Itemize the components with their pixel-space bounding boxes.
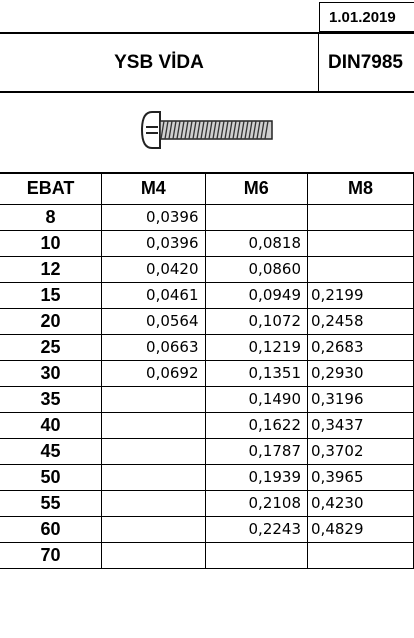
m4-cell: 0,0663 bbox=[102, 334, 205, 360]
m8-cell: 0,2930 bbox=[308, 360, 414, 386]
m4-cell: 0,0396 bbox=[102, 204, 205, 230]
m4-cell: 0,0461 bbox=[102, 282, 205, 308]
m8-cell: 0,3437 bbox=[308, 412, 414, 438]
m6-cell: 0,1490 bbox=[205, 386, 307, 412]
m6-cell: 0,0860 bbox=[205, 256, 307, 282]
m4-cell bbox=[102, 490, 205, 516]
column-header-m6: M6 bbox=[205, 174, 307, 204]
m6-cell: 0,0818 bbox=[205, 230, 307, 256]
size-cell: 60 bbox=[0, 516, 102, 542]
m8-cell: 0,3702 bbox=[308, 438, 414, 464]
product-title: YSB VİDA bbox=[0, 34, 319, 91]
m8-cell: 0,4230 bbox=[308, 490, 414, 516]
m6-cell: 0,1072 bbox=[205, 308, 307, 334]
m6-cell: 0,1787 bbox=[205, 438, 307, 464]
table-row bbox=[0, 490, 414, 516]
m4-cell: 0,0396 bbox=[102, 230, 205, 256]
m8-cell: 0,3965 bbox=[308, 464, 414, 490]
m8-cell bbox=[308, 256, 414, 282]
size-cell: 8 bbox=[0, 204, 102, 230]
m4-cell bbox=[102, 412, 205, 438]
m8-cell: 0,3196 bbox=[308, 386, 414, 412]
size-cell: 15 bbox=[0, 282, 102, 308]
column-header-ebat: EBAT bbox=[0, 174, 102, 204]
m4-cell bbox=[102, 542, 205, 568]
m6-cell: 0,1939 bbox=[205, 464, 307, 490]
size-cell: 70 bbox=[0, 542, 102, 568]
title-row bbox=[0, 32, 414, 93]
m4-cell: 0,0692 bbox=[102, 360, 205, 386]
table-row bbox=[0, 282, 414, 308]
size-cell: 20 bbox=[0, 308, 102, 334]
m6-cell: 0,0949 bbox=[205, 282, 307, 308]
header-row bbox=[0, 174, 414, 204]
size-cell: 35 bbox=[0, 386, 102, 412]
column-header-m4: M4 bbox=[102, 174, 205, 204]
m8-cell: 0,2683 bbox=[308, 334, 414, 360]
m6-cell: 0,1219 bbox=[205, 334, 307, 360]
size-weight-table bbox=[0, 174, 414, 569]
m6-cell bbox=[205, 204, 307, 230]
table-row bbox=[0, 308, 414, 334]
m6-cell: 0,1351 bbox=[205, 360, 307, 386]
table-row bbox=[0, 412, 414, 438]
m4-cell: 0,0564 bbox=[102, 308, 205, 334]
date-text: 1.01.2019 bbox=[329, 8, 396, 26]
size-cell: 55 bbox=[0, 490, 102, 516]
m6-cell: 0,2108 bbox=[205, 490, 307, 516]
size-cell: 30 bbox=[0, 360, 102, 386]
m4-cell bbox=[102, 438, 205, 464]
size-cell: 12 bbox=[0, 256, 102, 282]
table-row bbox=[0, 516, 414, 542]
m8-cell: 0,2199 bbox=[308, 282, 414, 308]
table-row bbox=[0, 256, 414, 282]
size-cell: 10 bbox=[0, 230, 102, 256]
screw-icon bbox=[138, 105, 276, 155]
date-cell bbox=[319, 2, 414, 32]
standard-code: DIN7985 bbox=[328, 51, 403, 73]
image-row bbox=[0, 93, 414, 174]
size-cell: 50 bbox=[0, 464, 102, 490]
m8-cell: 0,2458 bbox=[308, 308, 414, 334]
m4-cell: 0,0420 bbox=[102, 256, 205, 282]
table-row bbox=[0, 464, 414, 490]
table-row bbox=[0, 360, 414, 386]
table-row bbox=[0, 204, 414, 230]
m8-cell: 0,4829 bbox=[308, 516, 414, 542]
m6-cell bbox=[205, 542, 307, 568]
table-row bbox=[0, 334, 414, 360]
table-row bbox=[0, 386, 414, 412]
m4-cell bbox=[102, 464, 205, 490]
m8-cell bbox=[308, 204, 414, 230]
m4-cell bbox=[102, 386, 205, 412]
m8-cell bbox=[308, 230, 414, 256]
table-row bbox=[0, 542, 414, 568]
m8-cell bbox=[308, 542, 414, 568]
m4-cell bbox=[102, 516, 205, 542]
table-row bbox=[0, 230, 414, 256]
size-cell: 45 bbox=[0, 438, 102, 464]
size-cell: 25 bbox=[0, 334, 102, 360]
table-row bbox=[0, 438, 414, 464]
m6-cell: 0,2243 bbox=[205, 516, 307, 542]
m6-cell: 0,1622 bbox=[205, 412, 307, 438]
column-header-m8: M8 bbox=[308, 174, 414, 204]
size-cell: 40 bbox=[0, 412, 102, 438]
